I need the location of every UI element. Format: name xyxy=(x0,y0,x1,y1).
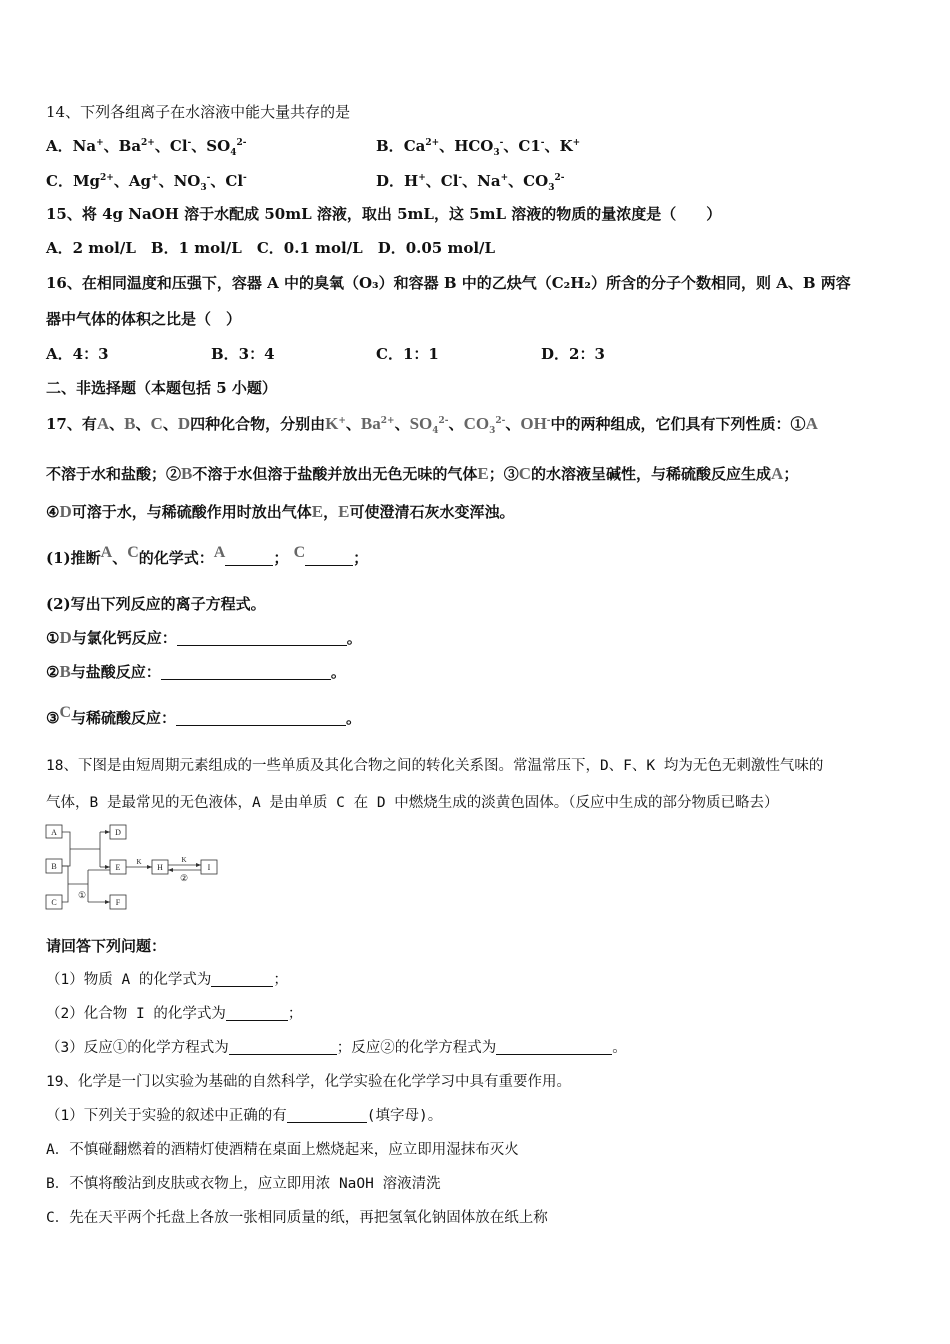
q17-reaction3: ③C与稀硫酸反应： 。 xyxy=(46,704,362,727)
q16-option-d: D．2：3 xyxy=(541,345,605,363)
q15-stem: 15、将 4g NaOH 溶于水配成 50mL 溶液，取出 5mL，这 5mL 溶液的物质的量浓度是（ ） xyxy=(46,205,722,223)
q19-part1: （1）下列关于实验的叙述中正确的有 (填字母)。 xyxy=(46,1108,443,1124)
circle-2: ② xyxy=(179,873,189,883)
label-h: H xyxy=(157,863,163,872)
answer-blank-r2[interactable] xyxy=(161,663,331,680)
q16-option-a: A．4：3 xyxy=(46,345,109,363)
q18-stem-line1: 18、下图是由短周期元素组成的一些单质及其化合物之间的转化关系图。常温常压下，D、F、K 均为无色无刺激性气味的 xyxy=(46,758,824,774)
label-a: A xyxy=(51,828,57,837)
answer-blank-q18-3a[interactable] xyxy=(229,1038,337,1055)
q17-line2: 不溶于水和盐酸；②B不溶于水但溶于盐酸并放出无色无味的气体E；③C的水溶液呈碱性，与稀硫酸反应生成A； xyxy=(46,464,799,483)
q16-option-b: B．3：4 xyxy=(211,345,275,363)
q14-stem: 14、下列各组离子在水溶液中能大量共存的是 xyxy=(46,103,351,121)
q19-option-c: C．先在天平两个托盘上各放一张相同质量的纸，再把氢氧化钠固体放在纸上称 xyxy=(46,1210,548,1226)
circle-1: ① xyxy=(77,890,87,900)
q16-stem-line1: 16、在相同温度和压强下，容器 A 中的臭氧（O₃）和容器 B 中的乙炔气（C₂H₂）所含的分子个数相同，则 A、B 两容 xyxy=(46,274,851,292)
q17-reaction2: ②B与盐酸反应： 。 xyxy=(46,662,346,681)
q14-option-a: A．Na+、$Ba^{2+}$、Cl-、$SO_4^{2-}$ xyxy=(46,137,247,158)
arrow-label-k2: K xyxy=(181,856,187,864)
q19-stem: 19、化学是一门以实验为基础的自然科学，化学实验在化学学习中具有重要作用。 xyxy=(46,1074,571,1090)
answer-blank-r3[interactable] xyxy=(176,709,346,726)
q17-reaction1: ①D与氯化钙反应： 。 xyxy=(46,628,362,647)
q18-stem-line2: 气体，B 是最常见的无色液体，A 是由单质 C 在 D 中燃烧生成的淡黄色固体。（反应中生成的部分物质已略去） xyxy=(46,795,779,811)
label-f: F xyxy=(115,898,121,907)
answer-blank-q18-2[interactable] xyxy=(226,1004,288,1021)
q19-option-a: A．不慎碰翻燃着的酒精灯使酒精在桌面上燃烧起来，应立即用湿抹布灭火 xyxy=(46,1142,519,1158)
q17-part1: (1)推断A、C的化学式：A ； C ； xyxy=(46,544,369,567)
q17-line3: ④D可溶于水，与稀硫酸作用时放出气体E，E可使澄清石灰水变浑浊。 xyxy=(46,502,515,521)
q17-part2: (2)写出下列反应的离子方程式。 xyxy=(46,595,266,613)
answer-blank-q18-1[interactable] xyxy=(211,970,273,987)
q19-option-b: B．不慎将酸沾到皮肤或衣物上，应立即用浓 NaOH 溶液清洗 xyxy=(46,1176,441,1192)
label-i: I xyxy=(207,863,211,872)
q18-ask: 请回答下列问题： xyxy=(46,937,167,955)
answer-blank-r1[interactable] xyxy=(177,629,347,646)
label-c: C xyxy=(51,898,57,907)
answer-blank-c[interactable] xyxy=(305,549,353,566)
q14-option-d: D．H+、Cl-、Na+、$CO_3^{2-}$ xyxy=(376,172,565,193)
q16-stem-line2: 器中气体的体积之比是（ ） xyxy=(46,310,242,328)
q17-line1: 17、有A、B、C、D四种化合物，分别由K+、$Ba^{2+}$、$SO_4^{2-}$、$CO_3^{2-}$、OH-中的两种组成，它们具有下列性质：①A xyxy=(46,414,818,436)
q18-part2: （2）化合物 I 的化学式为 ； xyxy=(46,1006,303,1022)
answer-blank-q18-3b[interactable] xyxy=(496,1038,612,1055)
q16-option-c: C．1：1 xyxy=(376,345,439,363)
q15-options: A．2 mol/L B．1 mol/L C．0.1 mol/L D．0.05 mol/L xyxy=(46,239,496,257)
q14-option-b: B．$Ca^{2+}$、$HCO_3^-$、C1-、K+ xyxy=(376,137,581,158)
answer-blank-a[interactable] xyxy=(225,549,273,566)
label-b: B xyxy=(51,862,57,871)
q14-option-c: C．$Mg^{2+}$、Ag+、$NO_3^-$、Cl- xyxy=(46,172,247,193)
arrow-label-k1: K xyxy=(136,858,142,866)
label-e: E xyxy=(115,863,121,872)
label-d: D xyxy=(115,828,121,837)
reaction-diagram xyxy=(44,822,224,917)
q18-part1: （1）物质 A 的化学式为 ； xyxy=(46,972,288,988)
q18-part3: （3）反应①的化学方程式为 ；反应②的化学方程式为 。 xyxy=(46,1040,627,1056)
answer-blank-q19-1[interactable] xyxy=(287,1106,367,1123)
section-heading: 二、非选择题（本题包括 5 小题） xyxy=(46,379,277,397)
